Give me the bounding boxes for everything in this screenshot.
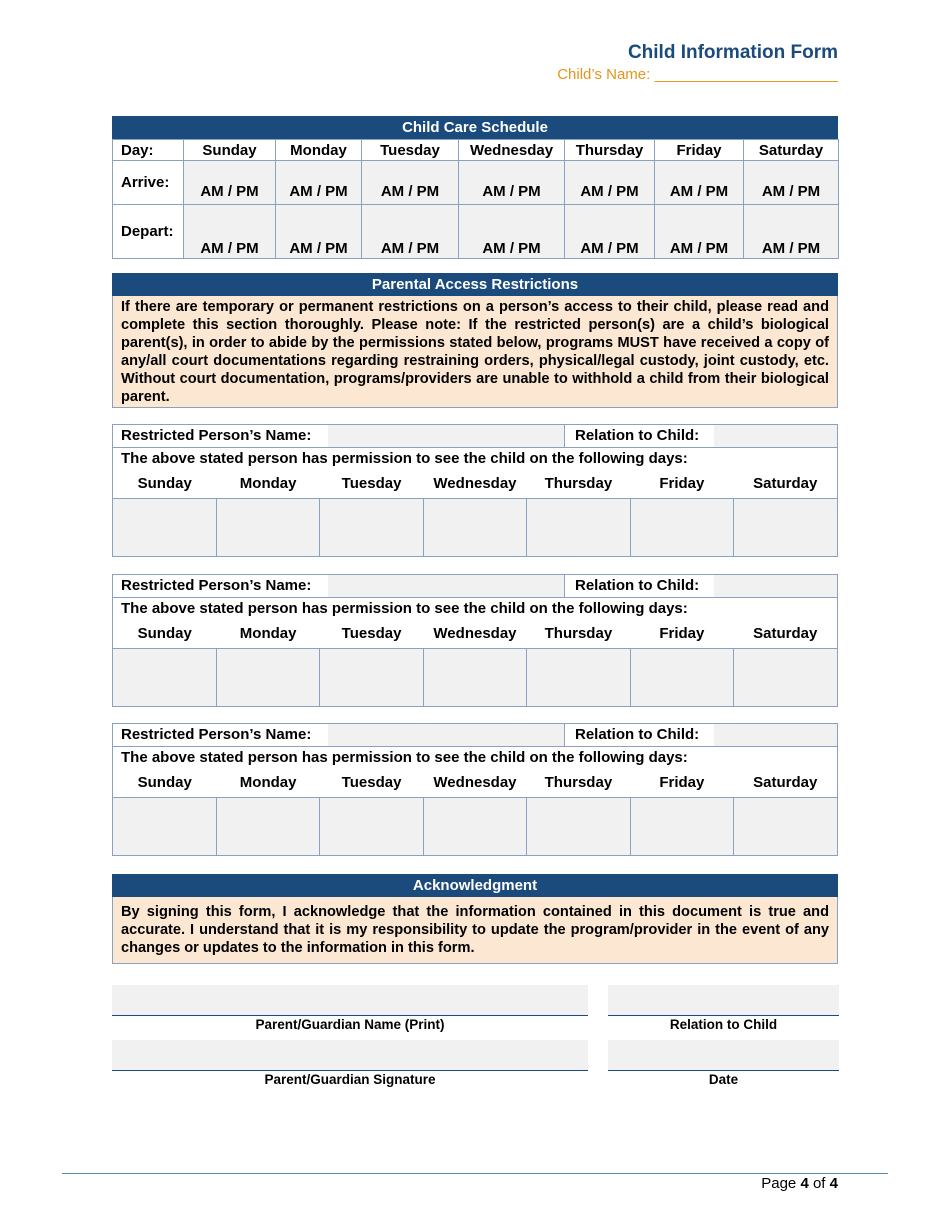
parental-access-restrictions [112,273,838,408]
relation-input[interactable] [714,724,837,746]
guardian-signature-input[interactable] [112,1040,588,1071]
arrive-saturday-field[interactable]: AM / PM [744,161,839,205]
acknowledgment-text: By signing this form, I acknowledge that the information contained in this document is true and accurate. I understand that it is my responsibility to update the program/provider in the event of any changes or updates to the information in this form. [112,897,838,964]
permission-friday-field[interactable] [630,498,734,556]
relation-to-child-input[interactable] [608,985,839,1016]
relation-label: Relation to Child: [564,425,714,447]
permission-tuesday-field[interactable] [319,498,423,556]
permission-sunday-field[interactable] [113,648,216,706]
permission-monday-field[interactable] [216,797,320,855]
relation-label: Relation to Child: [564,724,714,746]
depart-tuesday-field[interactable]: AM / PM [362,205,459,259]
permission-day-saturday: Saturday [753,774,818,791]
permission-sunday-field[interactable] [113,498,216,556]
footer-divider [62,1173,888,1174]
permission-day-monday: Monday [239,774,297,791]
schedule-day-saturday: Saturday [744,140,839,161]
arrive-wednesday-field[interactable]: AM / PM [459,161,565,205]
page-number [761,1175,838,1192]
form-title: Child Information Form [627,42,838,63]
permission-saturday-field[interactable] [733,797,837,855]
relation-to-child-label: Relation to Child [669,1017,778,1032]
permission-wednesday-field[interactable] [423,498,527,556]
permission-friday-field[interactable] [630,648,734,706]
restricted-name-input[interactable] [328,724,564,746]
permission-day-thursday: Thursday [544,475,613,492]
depart-sunday-field[interactable]: AM / PM [184,205,276,259]
permission-saturday-field[interactable] [733,498,837,556]
permission-day-thursday: Thursday [544,625,613,642]
permission-monday-field[interactable] [216,498,320,556]
depart-label: Depart: [113,205,184,259]
depart-wednesday-field[interactable]: AM / PM [459,205,565,259]
schedule-day-friday: Friday [655,140,744,161]
permission-day-saturday: Saturday [753,625,818,642]
schedule-day-sunday: Sunday [184,140,276,161]
arrive-tuesday-field[interactable]: AM / PM [362,161,459,205]
restricted-name-input[interactable] [328,575,564,597]
permission-text: The above stated person has permission to see the child on the following days: [121,600,688,617]
relation-input[interactable] [714,575,837,597]
permission-day-wednesday: Wednesday [433,625,517,642]
schedule-table [112,139,839,259]
arrive-friday-field[interactable]: AM / PM [655,161,744,205]
restricted-name-label: Restricted Person’s Name: [121,427,312,444]
acknowledgment-title: Acknowledgment [112,874,838,897]
depart-saturday-field[interactable]: AM / PM [744,205,839,259]
permission-thursday-field[interactable] [526,648,630,706]
guardian-name-input[interactable] [112,985,588,1016]
permission-day-tuesday: Tuesday [341,625,402,642]
restrictions-notice: If there are temporary or permanent restrictions on a person’s access to their child, please read and complete this section thoroughly. Please note: If the restricted person(s) are a child’s biological parent(s), in order to abide by the permissions stated below, programs MUST have received a copy of any/all court documentations regarding restraining orders, physical/legal custody, joint custody, etc. Without court documentation, programs/providers are unable to withhold a child from their biological parent. [112,296,838,408]
permission-day-tuesday: Tuesday [341,475,402,492]
schedule-day-tuesday: Tuesday [362,140,459,161]
permission-saturday-field[interactable] [733,648,837,706]
permission-tuesday-field[interactable] [319,648,423,706]
depart-monday-field[interactable]: AM / PM [276,205,362,259]
child-name-field[interactable]: Child’s Name: ______________________ [557,66,838,83]
permission-sunday-field[interactable] [113,797,216,855]
schedule-day-thursday: Thursday [565,140,655,161]
child-care-schedule [112,116,838,259]
restricted-name-label: Restricted Person’s Name: [121,577,312,594]
day-label: Day: [113,140,184,161]
permission-day-wednesday: Wednesday [433,475,517,492]
permission-day-wednesday: Wednesday [433,774,517,791]
permission-thursday-field[interactable] [526,498,630,556]
date-label: Date [708,1072,739,1087]
permission-tuesday-field[interactable] [319,797,423,855]
permission-day-monday: Monday [239,475,297,492]
permission-day-sunday: Sunday [137,475,192,492]
permission-day-sunday: Sunday [137,625,192,642]
permission-text: The above stated person has permission to see the child on the following days: [121,450,688,467]
permission-text: The above stated person has permission to see the child on the following days: [121,749,688,766]
schedule-day-monday: Monday [276,140,362,161]
restricted-name-label: Restricted Person’s Name: [121,726,312,743]
arrive-label: Arrive: [113,161,184,205]
permission-day-friday: Friday [659,774,705,791]
arrive-thursday-field[interactable]: AM / PM [565,161,655,205]
page-current: 4 [800,1175,809,1192]
permission-day-sunday: Sunday [137,774,192,791]
page-of: of [812,1175,826,1192]
restricted-name-input[interactable] [328,425,564,447]
schedule-title: Child Care Schedule [112,116,838,139]
permission-day-saturday: Saturday [753,475,818,492]
depart-friday-field[interactable]: AM / PM [655,205,744,259]
restrictions-title: Parental Access Restrictions [112,273,838,296]
relation-label: Relation to Child: [564,575,714,597]
date-input[interactable] [608,1040,839,1071]
restricted-person-block-3 [112,723,838,856]
permission-day-friday: Friday [659,625,705,642]
permission-day-monday: Monday [239,625,297,642]
depart-thursday-field[interactable]: AM / PM [565,205,655,259]
guardian-signature-label: Parent/Guardian Signature [264,1072,436,1087]
arrive-monday-field[interactable]: AM / PM [276,161,362,205]
acknowledgment-section [112,874,838,964]
permission-thursday-field[interactable] [526,797,630,855]
page-total: 4 [829,1175,838,1192]
guardian-name-label: Parent/Guardian Name (Print) [255,1017,445,1032]
restricted-person-block-2 [112,574,838,707]
permission-wednesday-field[interactable] [423,648,527,706]
permission-day-thursday: Thursday [544,774,613,791]
permission-day-friday: Friday [659,475,705,492]
restricted-person-block-1 [112,424,838,557]
permission-wednesday-field[interactable] [423,797,527,855]
permission-day-tuesday: Tuesday [341,774,402,791]
page-prefix: Page [761,1175,797,1192]
schedule-day-wednesday: Wednesday [459,140,565,161]
arrive-sunday-field[interactable]: AM / PM [184,161,276,205]
relation-input[interactable] [714,425,837,447]
permission-friday-field[interactable] [630,797,734,855]
permission-monday-field[interactable] [216,648,320,706]
